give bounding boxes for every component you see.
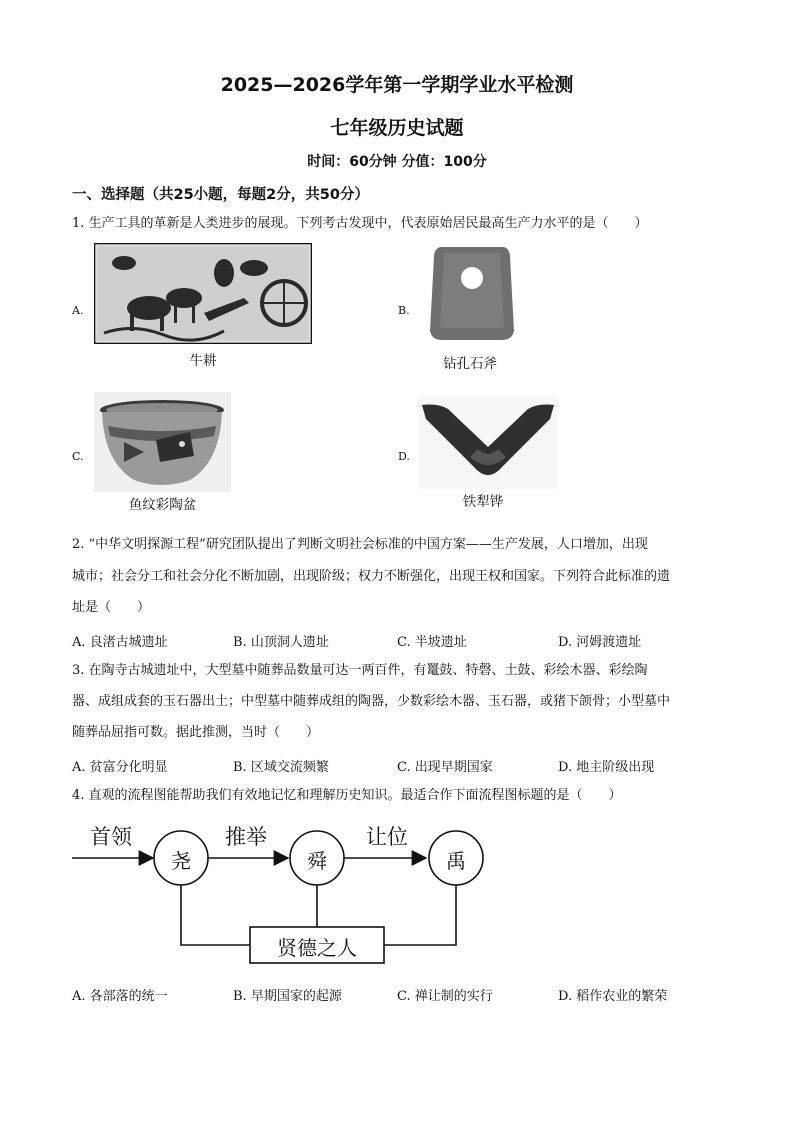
question-3-option-a: A. 贫富分化明显 [72, 760, 168, 775]
connector-right [384, 885, 456, 945]
pottery-basin-image [94, 392, 231, 492]
node3-label: 禹 [446, 849, 466, 873]
question-2-option-b: B. 山顶洞人遗址 [233, 635, 329, 650]
node1-label: 尧 [171, 849, 191, 873]
question-2-option-a: A. 良渚古城遗址 [72, 635, 168, 650]
question-3-option-c: C. 出现早期国家 [397, 760, 493, 775]
option-c-caption: 鱼纹彩陶盆 [128, 497, 197, 513]
option-d-letter: D. [398, 450, 410, 463]
question-2-option-c: C. 半坡遗址 [397, 635, 467, 650]
question-2-line-1: 2. “中华文明探源工程”研究团队提出了判断文明社会标准的中国方案——生产发展，人口增加，出现 [72, 537, 648, 552]
label-recommend: 推举 [225, 825, 267, 849]
question-3-line-1: 3. 在陶寺古城遗址中，大型墓中随葬品数量可达一两百件，有鼍鼓、特磬、土鼓、彩绘木器、彩绘陶 [72, 663, 648, 678]
option-d-caption: 铁犁铧 [462, 494, 504, 510]
ox-plow-image [94, 243, 312, 344]
connector-left [181, 885, 250, 945]
question-3-option-b: B. 区域交流频繁 [233, 760, 329, 775]
question-4-stem: 4. 直观的流程图能帮助我们有效地记忆和理解历史知识。最适合作下面流程图标题的是（ ） [72, 788, 622, 803]
option-c-letter: C. [72, 450, 84, 463]
question-4-option-b: B. 早期国家的起源 [233, 989, 342, 1004]
question-4-option-c: C. 禅让制的实行 [397, 989, 493, 1004]
question-2-line-2: 城市；社会分工和社会分化不断加剧，出现阶级；权力不断强化，出现王权和国家。下列符合此标准的遗 [72, 569, 671, 584]
question-3-option-d: D. 地主阶级出现 [558, 760, 655, 775]
exam-title: 2025—2026学年第一学期学业水平检测 [220, 74, 574, 96]
question-2-line-3: 址是（ ） [72, 600, 151, 615]
label-abdicate: 让位 [366, 825, 408, 849]
iron-plowshare-image [418, 397, 558, 489]
question-2-option-d: D. 河姆渡遗址 [558, 635, 642, 650]
option-b-caption: 钻孔石斧 [443, 356, 497, 372]
flow-diagram [70, 815, 490, 975]
label-leader: 首领 [90, 825, 132, 849]
question-1-stem: 1. 生产工具的革新是人类进步的展现。下列考古发现中，代表原始居民最高生产力水平的是（ ） [72, 216, 648, 231]
option-a-caption: 牛耕 [189, 353, 217, 369]
question-4-option-a: A. 各部落的统一 [72, 989, 168, 1004]
question-3-line-2: 器、成组成套的玉石器出土；中型墓中随葬成组的陶器，少数彩绘木器、玉石器，或猪下颌骨；小型墓中 [72, 694, 671, 709]
option-b-letter: B. [398, 304, 410, 317]
virtue-box-label: 贤德之人 [277, 936, 357, 960]
section-heading: 一、选择题（共25小题，每题2分，共50分） [72, 187, 369, 203]
question-4-option-d: D. 稻作农业的繁荣 [558, 989, 668, 1004]
stone-axe-image [422, 243, 522, 343]
question-3-line-3: 随葬品屈指可数。据此推测，当时（ ） [72, 725, 320, 740]
exam-subtitle: 七年级历史试题 [330, 117, 464, 139]
node2-label: 舜 [307, 849, 327, 873]
exam-meta: 时间：60分钟 分值：100分 [307, 154, 487, 170]
option-a-letter: A. [72, 304, 84, 317]
